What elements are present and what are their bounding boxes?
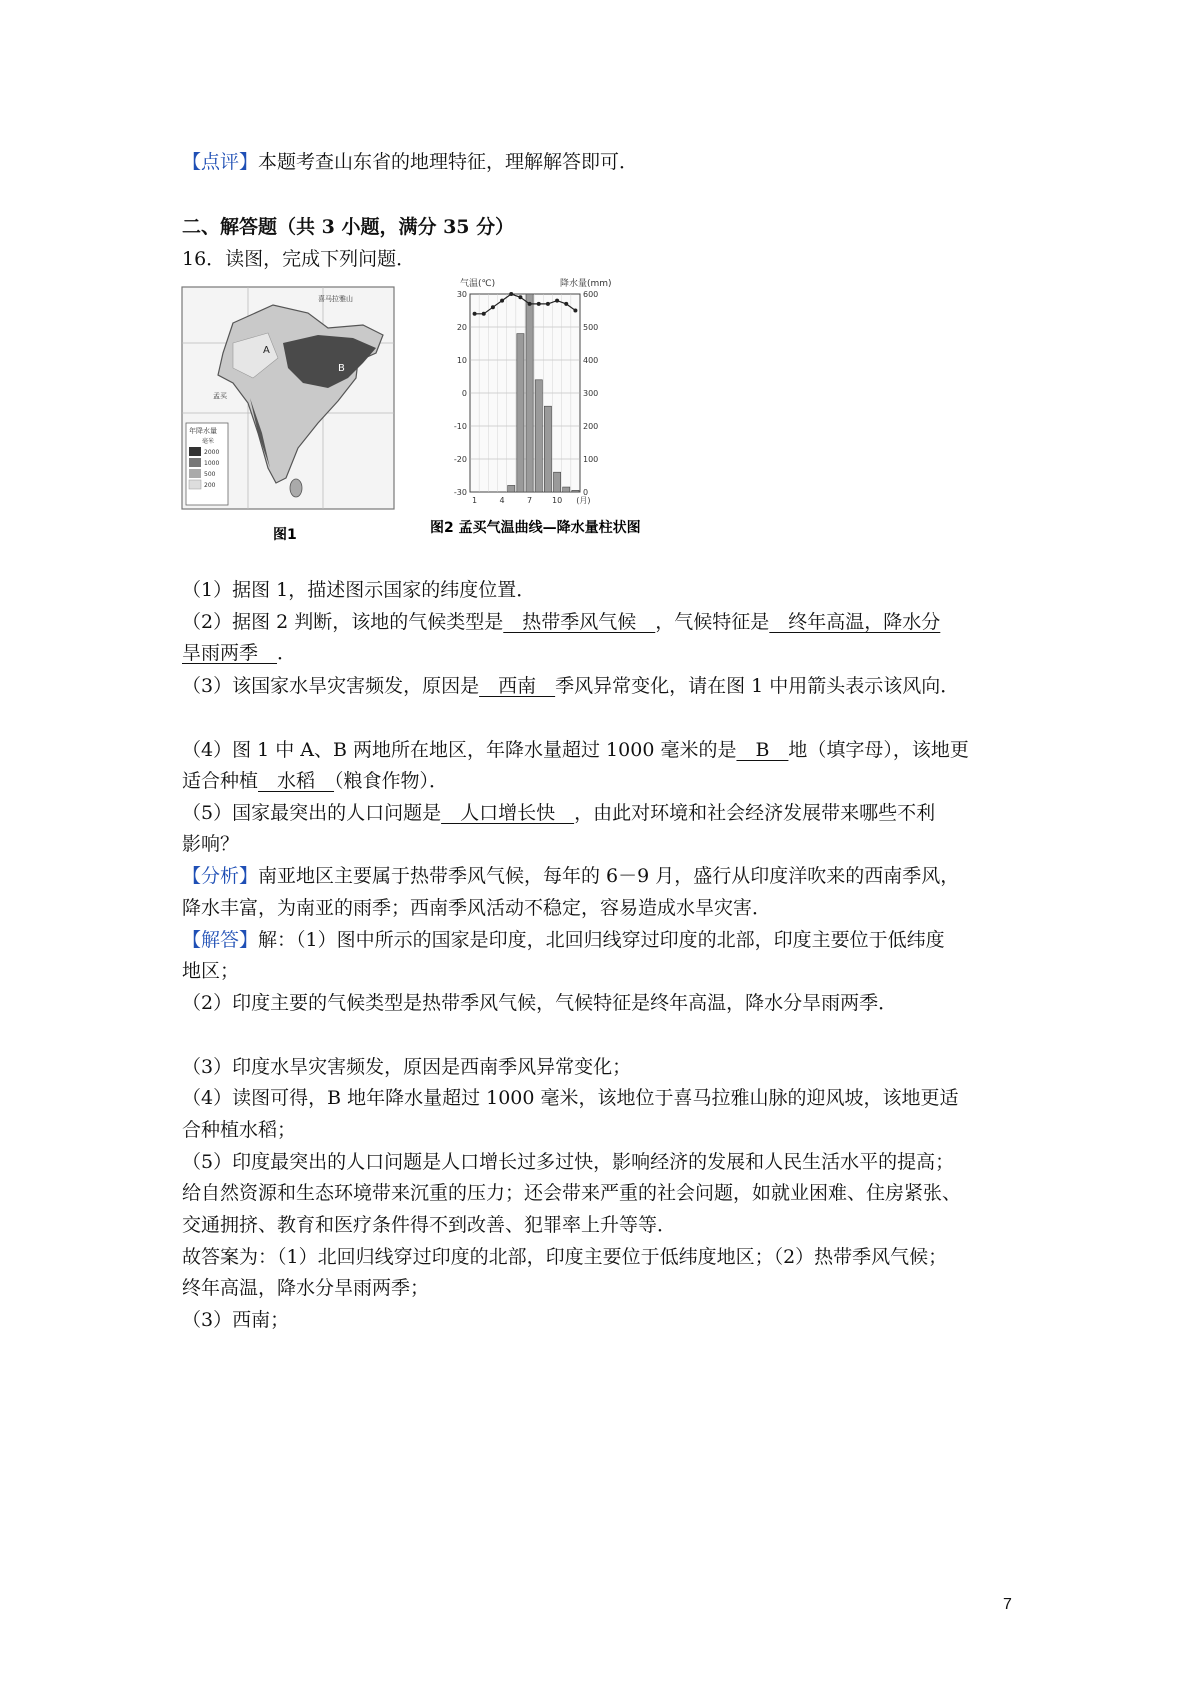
right-tick-label: 400 <box>583 356 599 365</box>
x-tick-label: 4 <box>499 496 505 505</box>
legend-value-3: 500 <box>204 471 216 478</box>
question-5-line-1: （5）国家最突出的人口问题是 人口增长快 ，由此对环境和社会经济发展带来哪些不利 <box>182 802 936 824</box>
solution-tag: 【解答】 <box>182 929 259 951</box>
map-label-city: 孟买 <box>213 392 227 400</box>
answer-5-population: 人口增长快 <box>441 802 575 824</box>
answer-4-crop: 水稻 <box>258 770 335 792</box>
temperature-point <box>573 309 577 313</box>
precipitation-bar <box>554 472 561 492</box>
question-5-line-2: 影响？ <box>182 833 240 855</box>
answer-3-monsoon: 西南 <box>479 675 556 697</box>
solution-line-8: 给自然资源和生态环境带来沉重的压力；还会带来严重的社会问题，如就业困难、住房紧张、 <box>182 1182 962 1204</box>
x-tick-label: 10 <box>551 496 563 505</box>
section-title: 二、解答题（共 3 小题，满分 35 分） <box>182 216 515 238</box>
temperature-point <box>537 302 541 306</box>
question-2-line-2: 旱雨两季 ． <box>182 642 297 664</box>
india-precipitation-map <box>178 283 398 553</box>
climate-chart-svg <box>430 272 690 554</box>
precipitation-bar <box>508 485 515 492</box>
question-1: （1）据图 1，描述图示国家的纬度位置． <box>182 579 536 601</box>
solution-line-7: （5）印度最突出的人口问题是人口增长过多过快，影响经济的发展和人民生活水平的提高； <box>182 1151 955 1173</box>
figure-2-chart <box>430 272 690 554</box>
page-number: 7 <box>1003 1596 1012 1613</box>
question-2-line-1: （2）据图 2 判断，该地的气候类型是 热带季风气候 ，气候特征是 终年高温，降水分 <box>182 611 941 633</box>
temperature-point <box>518 295 522 299</box>
left-tick-label: 0 <box>461 389 467 398</box>
analysis-tag: 【分析】 <box>182 865 259 887</box>
figure-1-map <box>178 283 398 553</box>
right-tick-label: 300 <box>583 389 599 398</box>
left-axis-title: 气温(℃) <box>460 279 496 289</box>
figure-1-caption: 图1 <box>273 527 297 543</box>
question-4-line-2: 适合种植 水稻 （粮食作物）． <box>182 770 449 792</box>
x-unit-label: (月) <box>576 496 591 505</box>
left-tick-label: -20 <box>453 455 467 464</box>
solution-line-9: 交通拥挤、教育和医疗条件得不到改善、犯罪率上升等等． <box>182 1214 677 1236</box>
map-label-b: B <box>338 363 345 374</box>
solution-line-5: （4）读图可得，B 地年降水量超过 1000 毫米，该地位于喜马拉雅山脉的迎风坡，该地更适 <box>182 1087 959 1109</box>
right-axis-title: 降水量(mm) <box>560 279 612 289</box>
temperature-point <box>528 302 532 306</box>
solution-line-12: （3）西南； <box>182 1309 290 1331</box>
solution-line-6: 合种植水稻； <box>182 1119 297 1141</box>
precipitation-bar <box>563 487 570 492</box>
review-tag: 【点评】 <box>182 151 259 173</box>
temperature-point <box>546 302 550 306</box>
question-3: （3）该国家水旱灾害频发，原因是 西南 季风异常变化，请在图 1 中用箭头表示该风向． <box>182 675 960 697</box>
precipitation-bar <box>526 294 533 492</box>
temperature-point <box>491 305 495 309</box>
x-tick-label: 1 <box>472 496 478 505</box>
temperature-point <box>500 299 504 303</box>
question-16-title: 16．读图，完成下列问题． <box>182 248 416 270</box>
precipitation-bar <box>544 406 551 492</box>
temperature-point <box>509 292 513 296</box>
precipitation-bar <box>535 380 542 492</box>
answer-2-climate-type: 热带季风气候 <box>503 611 656 633</box>
analysis-line-2: 降水丰富，为南亚的雨季；西南季风活动不稳定，容易造成水旱灾害． <box>182 897 772 919</box>
map-label-a: A <box>263 345 270 356</box>
temperature-point <box>473 312 477 316</box>
question-4-line-1: （4）图 1 中 A、B 两地所在地区，年降水量超过 1000 毫米的是 B 地（填字母），该地更 <box>182 739 969 761</box>
solution-line-4: （3）印度水旱灾害频发，原因是西南季风异常变化； <box>182 1056 632 1078</box>
legend-unit: 毫米 <box>202 438 215 445</box>
left-tick-label: -10 <box>453 422 467 431</box>
legend-value-4: 200 <box>204 482 216 489</box>
x-tick-label: 7 <box>527 496 533 505</box>
precipitation-bar <box>572 490 579 492</box>
legend-value-1: 2000 <box>204 449 220 456</box>
solution-line-1: 【解答】解：（1）图中所示的国家是印度，北回归线穿过印度的北部，印度主要位于低纬度 <box>182 929 945 951</box>
review-text: 本题考查山东省的地理特征，理解解答即可． <box>258 151 639 173</box>
answer-4-location: B <box>736 739 789 761</box>
figure-2-caption: 图2 孟买气温曲线—降水量柱状图 <box>430 520 641 536</box>
right-tick-label: 600 <box>583 290 599 299</box>
legend-title: 年降水量 <box>189 427 217 435</box>
legend-value-2: 1000 <box>204 460 220 467</box>
left-tick-label: 10 <box>456 356 467 365</box>
right-tick-label: 200 <box>583 422 599 431</box>
solution-line-2: 地区； <box>182 960 240 982</box>
solution-line-3: （2）印度主要的气候类型是热带季风气候，气候特征是终年高温，降水分旱雨两季． <box>182 992 898 1014</box>
right-tick-label: 100 <box>583 455 599 464</box>
solution-line-11: 终年高温，降水分旱雨两季； <box>182 1277 430 1299</box>
temperature-point <box>482 312 486 316</box>
temperature-point <box>555 299 559 303</box>
map-label-mountains: 喜马拉雅山 <box>318 295 353 303</box>
review-line <box>182 150 638 174</box>
analysis-line-1: 【分析】南亚地区主要属于热带季风气候，每年的 6－9 月，盛行从印度洋吹来的西南季风， <box>182 865 960 887</box>
right-tick-label: 500 <box>583 323 599 332</box>
temperature-point <box>564 302 568 306</box>
answer-2-climate-feature: 终年高温，降水分 <box>769 611 941 633</box>
left-tick-label: -30 <box>453 488 467 497</box>
precipitation-bar <box>517 334 524 492</box>
left-tick-label: 20 <box>456 323 467 332</box>
left-tick-label: 30 <box>456 290 467 299</box>
solution-line-10: 故答案为：（1）北回归线穿过印度的北部，印度主要位于低纬度地区；（2）热带季风气候； <box>182 1246 948 1268</box>
right-tick-label: 0 <box>583 488 589 497</box>
